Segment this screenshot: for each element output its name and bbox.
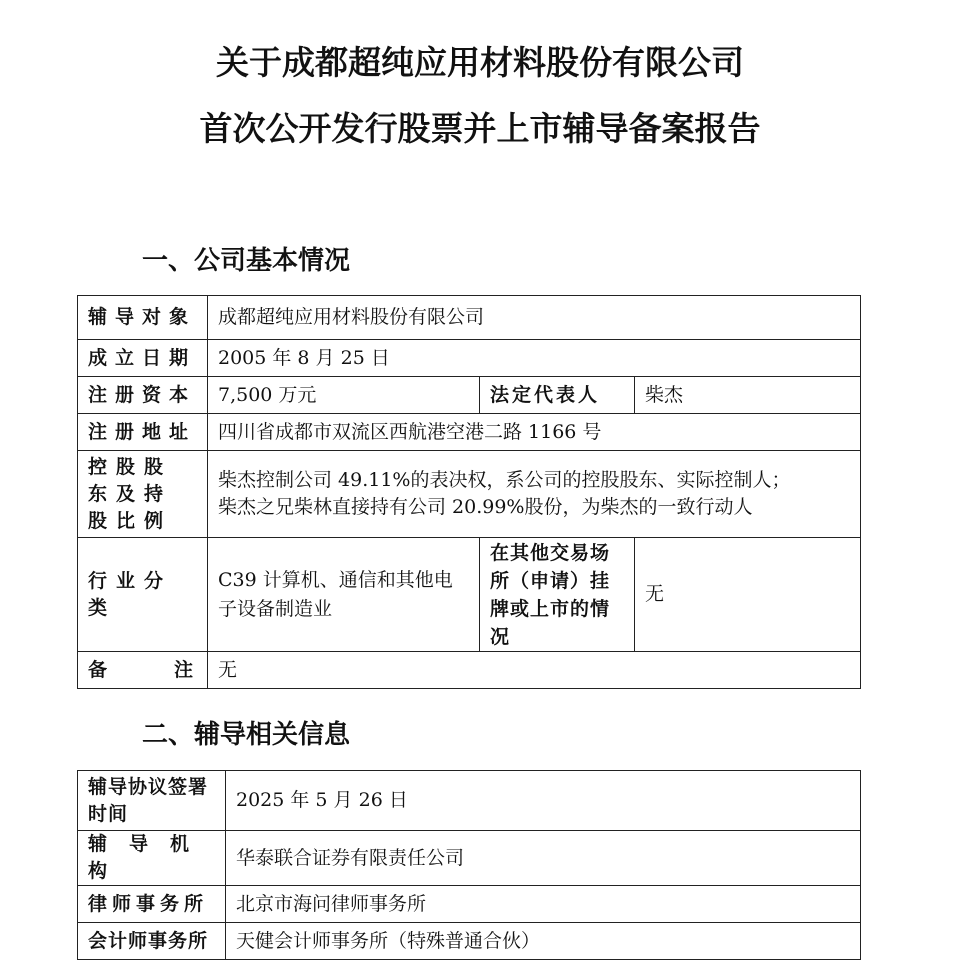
founded-label: 成立日期 bbox=[78, 340, 208, 377]
target-label: 辅导对象 bbox=[78, 296, 208, 340]
industry-value: C39 计算机、通信和其他电子设备制造业 bbox=[208, 538, 480, 652]
capital-value: 7,500 万元 bbox=[208, 377, 480, 414]
address-value: 四川省成都市双流区西航港空港二路 1166 号 bbox=[208, 414, 861, 451]
shareholder-label: 控股股东及持股比例 bbox=[78, 451, 208, 538]
table-row bbox=[78, 414, 861, 451]
table-row bbox=[78, 923, 861, 960]
agreement-label: 辅导协议签署时间 bbox=[78, 771, 226, 831]
founded-value: 2005 年 8 月 25 日 bbox=[208, 340, 861, 377]
address-label: 注册地址 bbox=[78, 414, 208, 451]
capital-label: 注册资本 bbox=[78, 377, 208, 414]
table-row bbox=[78, 340, 861, 377]
other-listing-value: 无 bbox=[635, 538, 861, 652]
industry-label: 行业分类 bbox=[78, 538, 208, 652]
shareholder-value bbox=[208, 451, 861, 538]
institution-value: 华泰联合证券有限责任公司 bbox=[226, 831, 861, 886]
legal-rep-label: 法定代表人 bbox=[480, 377, 635, 414]
table-row bbox=[78, 296, 861, 340]
law-firm-label: 律师事务所 bbox=[78, 886, 226, 923]
legal-rep-value: 柴杰 bbox=[635, 377, 861, 414]
law-firm-value: 北京市海问律师事务所 bbox=[226, 886, 861, 923]
shareholder-value-line-1: 柴杰控制公司 49.11%的表决权，系公司的控股股东、实际控制人； bbox=[218, 469, 791, 491]
note-label-char-1: 备 bbox=[88, 658, 108, 681]
shareholder-value-line-2: 柴杰之兄柴林直接持有公司 20.99%股份，为柴杰的一致行动人 bbox=[218, 496, 753, 518]
section-heading-tutoring-info: 二、辅导相关信息 bbox=[142, 720, 351, 750]
note-label-char-2: 注 bbox=[173, 658, 193, 681]
note-value: 无 bbox=[208, 652, 861, 689]
document-title-line-2: 首次公开发行股票并上市辅导备案报告 bbox=[199, 109, 761, 148]
other-listing-label: 在其他交易场所（申请）挂牌或上市的情况 bbox=[480, 538, 635, 652]
accounting-label: 会计师事务所 bbox=[78, 923, 226, 960]
tutoring-info-table bbox=[77, 770, 861, 960]
accounting-value: 天健会计师事务所（特殊普通合伙） bbox=[226, 923, 861, 960]
note-label bbox=[78, 652, 208, 689]
table-row bbox=[78, 538, 861, 652]
company-info-table bbox=[77, 295, 861, 689]
section-heading-company-info: 一、公司基本情况 bbox=[142, 246, 351, 276]
table-row bbox=[78, 377, 861, 414]
target-value: 成都超纯应用材料股份有限公司 bbox=[208, 296, 861, 340]
document-title-line-1: 关于成都超纯应用材料股份有限公司 bbox=[216, 43, 744, 82]
table-row bbox=[78, 886, 861, 923]
table-row bbox=[78, 771, 861, 831]
table-row bbox=[78, 831, 861, 886]
table-row bbox=[78, 652, 861, 689]
institution-label: 辅导机构 bbox=[78, 831, 226, 886]
table-row bbox=[78, 451, 861, 538]
agreement-value: 2025 年 5 月 26 日 bbox=[226, 771, 861, 831]
